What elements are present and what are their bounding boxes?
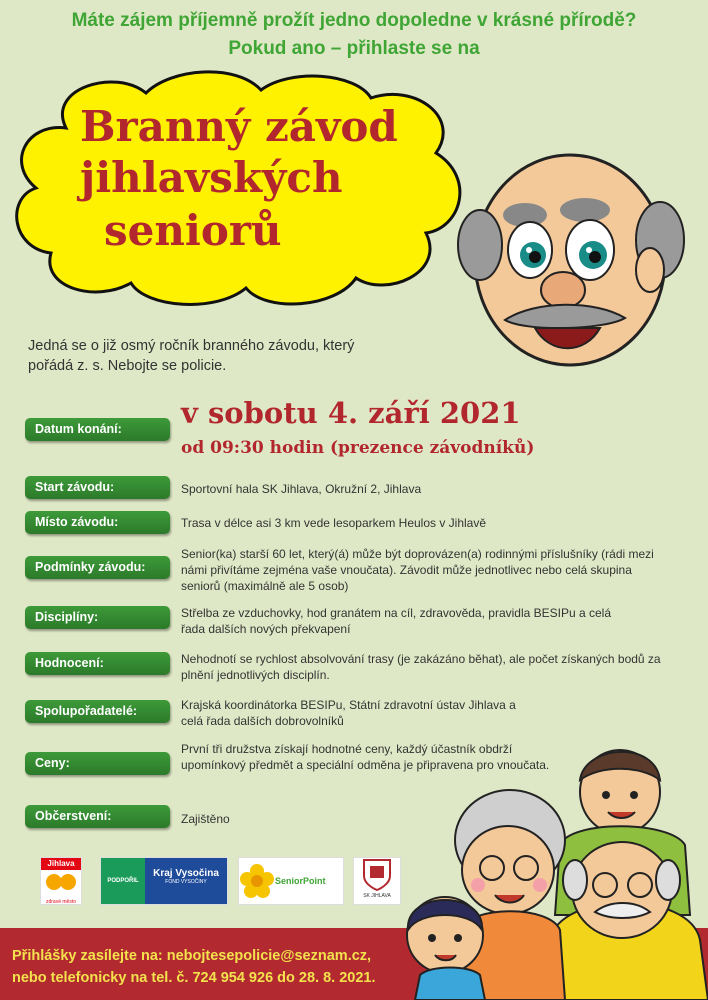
label-coorganizers: Spolupořadatelé: [25,700,170,723]
label-disciplines: Disciplíny: [25,606,170,629]
footer-phone-line: nebo telefonicky na tel. č. 724 954 926 do 28. 8. 2021. [12,970,376,986]
family-illustration [400,740,708,1000]
label-refreshments: Občerstvení: [25,805,170,828]
value-place: Trasa v délce asi 3 km vede lesoparkem Heulos v Jihlavě [181,516,487,530]
value-coorganizers: Krajská koordinátorka BESIPu, Státní zdravotní ústav Jihlava a celá řada dalších dobrovolníků [181,698,516,728]
logo-sk-jihlava [353,857,401,905]
intro-prompt: Pokud ano – přihlaste se na [228,38,480,59]
value-disciplines: Střelba ze vzduchovky, hod granátem na cíl, zdravověda, pravidla BESIPu a celá řada dalších nových překvapení [181,606,612,636]
logo-senior-name: SeniorPoint [275,876,326,886]
label-place: Místo závodu: [25,511,170,534]
label-conditions: Podmínky závodu: [25,556,170,579]
logo-senior-point [238,857,344,905]
footer-email-line: Přihlášky zasílejte na: nebojtesepolicie@seznam.cz, [12,948,372,964]
value-conditions: Senior(ka) starší 60 let, který(á) může být doprovázen(a) rodinnými příslušníky (rádi mezi námi přivítáme zejména vaše vnoučata). Závodit může jednotlivec nebo celá skupina seniorů (maximálně ale 5 osob) [181,547,654,593]
value-start: Sportovní hala SK Jihlava, Okružní 2, Jihlava [181,482,422,496]
grandpa-face-illustration [455,150,695,380]
title-line-2: jihlavských [80,153,343,202]
logo-kraj-sub: FOND VYSOČINY [165,879,207,885]
value-evaluation: Nehodnotí se rychlost absolvování trasy (je zakázáno běhat), ale počet získaných bodů za plnění jednotlivých disciplín. [181,652,661,682]
label-prizes: Ceny: [25,752,170,775]
label-start: Start závodu: [25,476,170,499]
logo-jihlava-name: Jihlava [41,858,81,870]
logo-jihlava-sub: zdravé město [45,899,76,905]
event-time: od 09:30 hodin (prezence závodníků) [181,438,535,458]
value-prizes: První tři družstva získají hodnotné ceny, každý účastník obdrží upomínkový předmět a speciální odměna je připravena pro vnoučata. [181,742,550,772]
event-description: Jedná se o již osmý ročník branného závodu, který pořádá z. s. Nebojte se policie. [28,338,355,374]
logo-sk-name: SK JIHLAVA [363,893,391,899]
title-line-3: seniorů [104,206,282,255]
title-line-1: Branný závod [80,102,398,151]
logo-podporil: PODPOŘIL [101,858,145,904]
value-refreshments: Zajištěno [181,812,230,826]
event-date: v sobotu 4. září 2021 [181,396,521,430]
flower-icon [239,863,275,899]
sk-jihlava-crest-icon [362,858,392,892]
logo-jihlava [40,857,82,905]
jihlava-heart-icon [41,870,81,894]
logo-kraj-name: Kraj Vysočina [153,868,219,879]
logo-kraj-vysocina [100,857,228,905]
label-date: Datum konání: [25,418,170,441]
label-evaluation: Hodnocení: [25,652,170,675]
intro-question: Máte zájem příjemně prožít jedno dopoledne v krásné přírodě? [71,10,637,31]
